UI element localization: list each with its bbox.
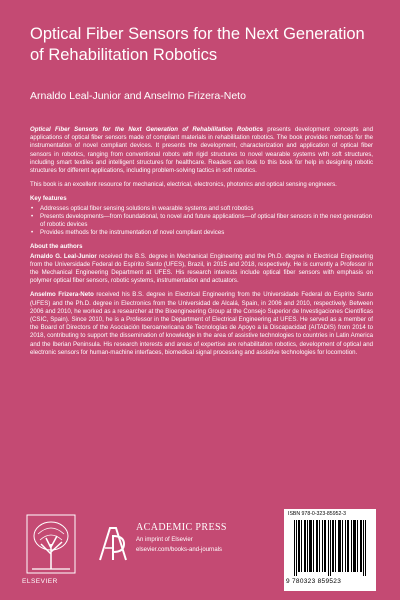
key-feature-item: • Provides methods for the instrumentation of novel compliant devices — [40, 229, 373, 237]
elsevier-tree-logo — [26, 514, 76, 574]
author1-name: Arnaldo G. Leal-Junior — [30, 252, 97, 260]
key-feature-item: • Addresses optical fiber sensing solutions in wearable systems and soft robotics — [40, 205, 373, 213]
description-text: presents development concepts and applications of optical fiber sensors made of compliant materials in rehabilitation robotics. The book provides methods for the instrumentation of novel compliant devices. It presents the development, characterization and application of optical fiber sensors in robotics, ranging from conventional robots with rigid structures to novel wearable systems with soft structures, including smart textiles and intelligent structures for healthcare. Readers can look to this book for help in designing robotic structures for different applications, including problem-solving tactics in soft robotics. — [30, 126, 373, 175]
publisher-name: ACADEMIC PRESS — [136, 522, 227, 533]
elsevier-label: ELSEVIER — [22, 578, 58, 585]
barcode-digits: 9 780323 859523 — [286, 578, 342, 585]
about-authors-heading: About the authors — [30, 243, 83, 251]
cover-footer — [0, 470, 400, 600]
description-title-italic: Optical Fiber Sensors for the Next Generation of Rehabilitation Robotics — [30, 126, 263, 133]
audience-paragraph: This book is an excellent resource for mechanical, electrical, electronics, photonics and optical sensing engineers. — [30, 181, 337, 189]
barcode-panel — [284, 509, 376, 591]
author2-bio-paragraph — [30, 291, 373, 357]
author1-bio-paragraph — [30, 253, 373, 286]
author1-bio: received the B.S. degree in Mechanical Engineering and the Ph.D. degree in Electrical Engineering from the Universidade Federal do Espírito Santo (UFES), Brazil, in 2015 and 2018, respectively. He is currently a Professor in the Mechanical Engineering Department at UFES. His research interests include optical fiber sensors with emphasis on polymer optical fiber sensors, robotic systems, instrumentation and actuators. — [30, 252, 373, 285]
publisher-url: elsevier.com/books-and-journals — [136, 547, 223, 553]
book-authors: Arnaldo Leal-Junior and Anselmo Frizera-Neto — [30, 90, 246, 102]
book-title: Optical Fiber Sensors for the Next Generation of Rehabilitation Robotics — [30, 25, 365, 64]
back-cover-text — [30, 126, 373, 363]
publisher-imprint: An imprint of Elsevier — [136, 537, 193, 543]
academic-press-logo — [96, 522, 130, 562]
key-features-heading: Key features — [30, 195, 67, 203]
barcode-icon — [288, 520, 372, 576]
key-feature-item: • Presents developments—from foundational, to novel and future applications—of optical fiber sensors in the next generation of robotic devices — [40, 213, 373, 229]
author2-name: Anselmo Frizera-Neto — [30, 291, 94, 299]
description-paragraph — [30, 126, 373, 175]
author2-bio: received his B.S. degree in Electrical Engineering from the Universidade Federal do Espírito Santo (UFES) and the Ph.D. degree in Electronics from the Universidad de Alcalá, Spain, in 2006 and 2010, respectively. Between 2006 and 2010, he worked as a researcher at the Bioengineering Group at the Consejo Superior de Investigaciones Científicas (CSIC, Spain). Since 2010, he is a Professor in the Department of Electrical Engineering at UFES. He served as a member of the Board of Directors of the Asociación Iberoamericana de Tecnologías de Apoyo a la Discapacidad (AITADIS) from 2014 to 2018, contributing to support the dissemination of knowledge in the area of assistive technologies to countries in Latin America and the Iberian Peninsula. His research interests and areas of expertise are rehabilitation robotics, development of optical and electronic sensors for human-machine interfaces, biomedical signal processing and assistive technologies for locomotion. — [30, 291, 373, 356]
key-features-list — [30, 205, 373, 238]
isbn-label: ISBN 978-0-323-85952-3 — [288, 511, 346, 517]
